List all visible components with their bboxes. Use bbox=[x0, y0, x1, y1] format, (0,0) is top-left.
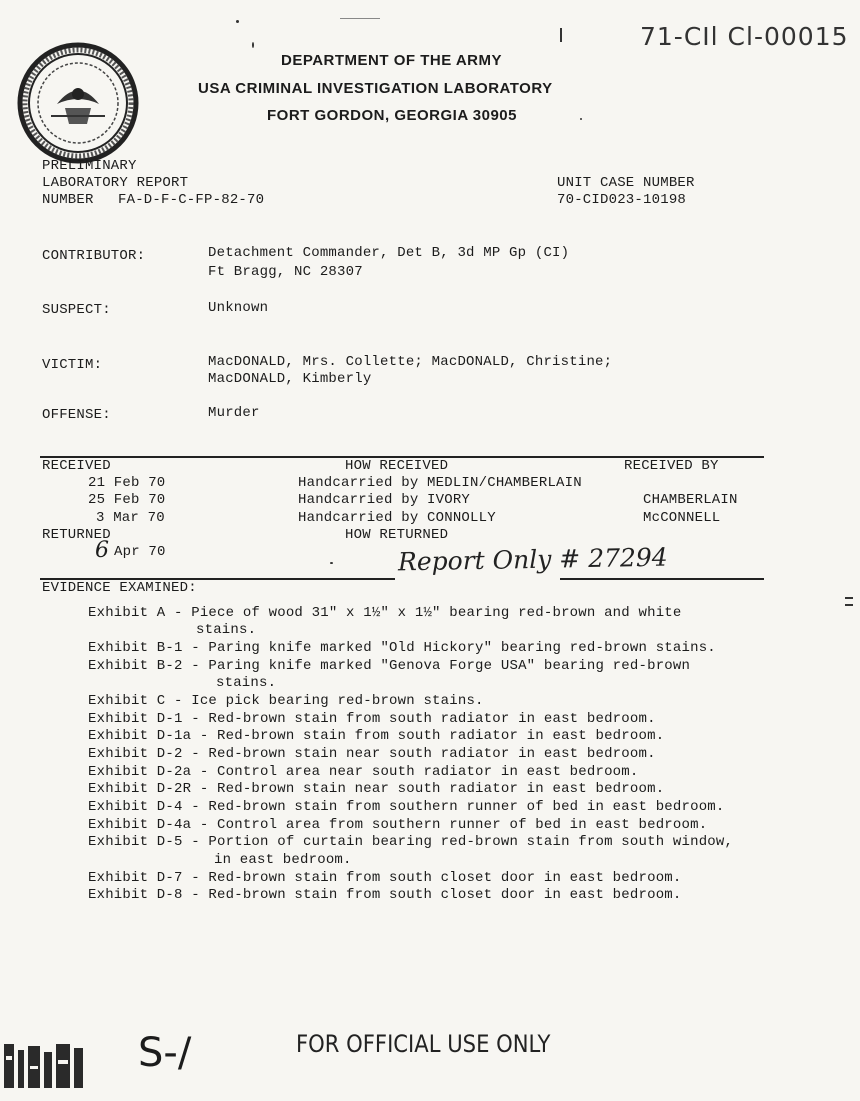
evidence-line: Exhibit D-2R - Red-brown stain near south radiator in east bedroom. bbox=[88, 781, 665, 797]
contributor-label: CONTRIBUTOR: bbox=[42, 248, 146, 264]
evidence-line: Exhibit D-1a - Red-brown stain from south radiator in east bedroom. bbox=[88, 728, 665, 744]
handwritten-report-number: Report Only # 27294 bbox=[397, 542, 668, 577]
how-returned-label: HOW RETURNED bbox=[345, 527, 449, 543]
illegible-stamp-icon bbox=[0, 1036, 92, 1096]
evidence-line: Exhibit D-4 - Red-brown stain from southern runner of bed in east bedroom. bbox=[88, 799, 725, 815]
scan-speck bbox=[252, 42, 254, 48]
received-how-1: Handcarried by MEDLIN/CHAMBERLAIN bbox=[298, 475, 582, 491]
received-how-2: Handcarried by IVORY bbox=[298, 492, 471, 508]
returned-date-handwritten: 6 bbox=[95, 538, 109, 563]
received-date-2: 25 Feb 70 bbox=[88, 492, 166, 508]
report-number-value: FA-D-F-C-FP-82-70 bbox=[118, 192, 265, 208]
offense-value: Murder bbox=[208, 405, 260, 421]
received-how-3: Handcarried by CONNOLLY bbox=[298, 510, 496, 526]
document-stamp-number: 71-CIl Cl-00015 bbox=[640, 22, 849, 51]
letterhead-line-1: DEPARTMENT OF THE ARMY bbox=[281, 52, 502, 69]
received-date-3: 3 Mar 70 bbox=[96, 510, 165, 526]
unit-case-label: UNIT CASE NUMBER bbox=[557, 175, 695, 191]
received-by-column-header: RECEIVED BY bbox=[624, 458, 719, 474]
evidence-line: Exhibit B-1 - Paring knife marked "Old Hickory" bearing red-brown stains. bbox=[88, 640, 716, 656]
victim-line-1: MacDONALD, Mrs. Collette; MacDONALD, Christine; bbox=[208, 354, 613, 370]
contributor-line-1: Detachment Commander, Det B, 3d MP Gp (CI) bbox=[208, 245, 570, 261]
evidence-line: stains. bbox=[196, 622, 257, 638]
evidence-line: Exhibit A - Piece of wood 31" x 1½" x 1½" bearing red-brown and white bbox=[88, 605, 682, 621]
scan-speck bbox=[236, 20, 239, 23]
returned-date-typed: Apr 70 bbox=[114, 544, 166, 560]
evidence-line: in east bedroom. bbox=[214, 852, 352, 868]
victim-label: VICTIM: bbox=[42, 357, 103, 373]
official-use-notice: FOR OFFICIAL USE ONLY bbox=[296, 1030, 551, 1058]
received-by-2: CHAMBERLAIN bbox=[643, 492, 738, 508]
evidence-line: Exhibit D-7 - Red-brown stain from south closet door in east bedroom. bbox=[88, 870, 682, 886]
suspect-value: Unknown bbox=[208, 300, 269, 316]
suspect-label: SUSPECT: bbox=[42, 302, 111, 318]
returned-label: RETURNED bbox=[42, 527, 111, 543]
report-number-label: NUMBER bbox=[42, 192, 94, 208]
evidence-examined-label: EVIDENCE EXAMINED: bbox=[42, 580, 197, 596]
scan-speck bbox=[580, 118, 582, 120]
report-title-line-2: LABORATORY REPORT bbox=[42, 175, 189, 191]
evidence-line: Exhibit D-2a - Control area near south radiator in east bedroom. bbox=[88, 764, 639, 780]
contributor-line-2: Ft Bragg, NC 28307 bbox=[208, 264, 363, 280]
evidence-line: Exhibit D-5 - Portion of curtain bearing red-brown stain from south window, bbox=[88, 834, 734, 850]
scan-speck bbox=[560, 28, 562, 42]
report-title-line-1: PRELIMINARY bbox=[42, 158, 137, 174]
evidence-line: Exhibit D-2 - Red-brown stain near south radiator in east bedroom. bbox=[88, 746, 656, 762]
returned-rule-right bbox=[560, 578, 764, 580]
received-by-3: McCONNELL bbox=[643, 510, 721, 526]
how-received-column-header: HOW RECEIVED bbox=[345, 458, 449, 474]
scan-speck bbox=[845, 604, 853, 606]
victim-line-2: MacDONALD, Kimberly bbox=[208, 371, 372, 387]
evidence-line: stains. bbox=[216, 675, 277, 691]
army-seal-icon bbox=[17, 42, 139, 164]
offense-label: OFFENSE: bbox=[42, 407, 111, 423]
handwritten-page-mark: S-/ bbox=[138, 1030, 192, 1076]
letterhead-line-2: USA CRIMINAL INVESTIGATION LABORATORY bbox=[198, 80, 553, 97]
evidence-line: Exhibit D-1 - Red-brown stain from south radiator in east bedroom. bbox=[88, 711, 656, 727]
evidence-line: Exhibit D-4a - Control area from southern runner of bed in east bedroom. bbox=[88, 817, 708, 833]
scan-speck bbox=[330, 562, 333, 564]
evidence-line: Exhibit D-8 - Red-brown stain from south closet door in east bedroom. bbox=[88, 887, 682, 903]
evidence-line: Exhibit B-2 - Paring knife marked "Genova Forge USA" bearing red-brown bbox=[88, 658, 691, 674]
received-column-header: RECEIVED bbox=[42, 458, 111, 474]
letterhead-line-3: FORT GORDON, GEORGIA 30905 bbox=[267, 107, 517, 124]
scan-speck bbox=[340, 18, 380, 19]
scan-speck bbox=[845, 597, 853, 599]
unit-case-value: 70-CID023-10198 bbox=[557, 192, 687, 208]
received-date-1: 21 Feb 70 bbox=[88, 475, 166, 491]
evidence-line: Exhibit C - Ice pick bearing red-brown stains. bbox=[88, 693, 484, 709]
